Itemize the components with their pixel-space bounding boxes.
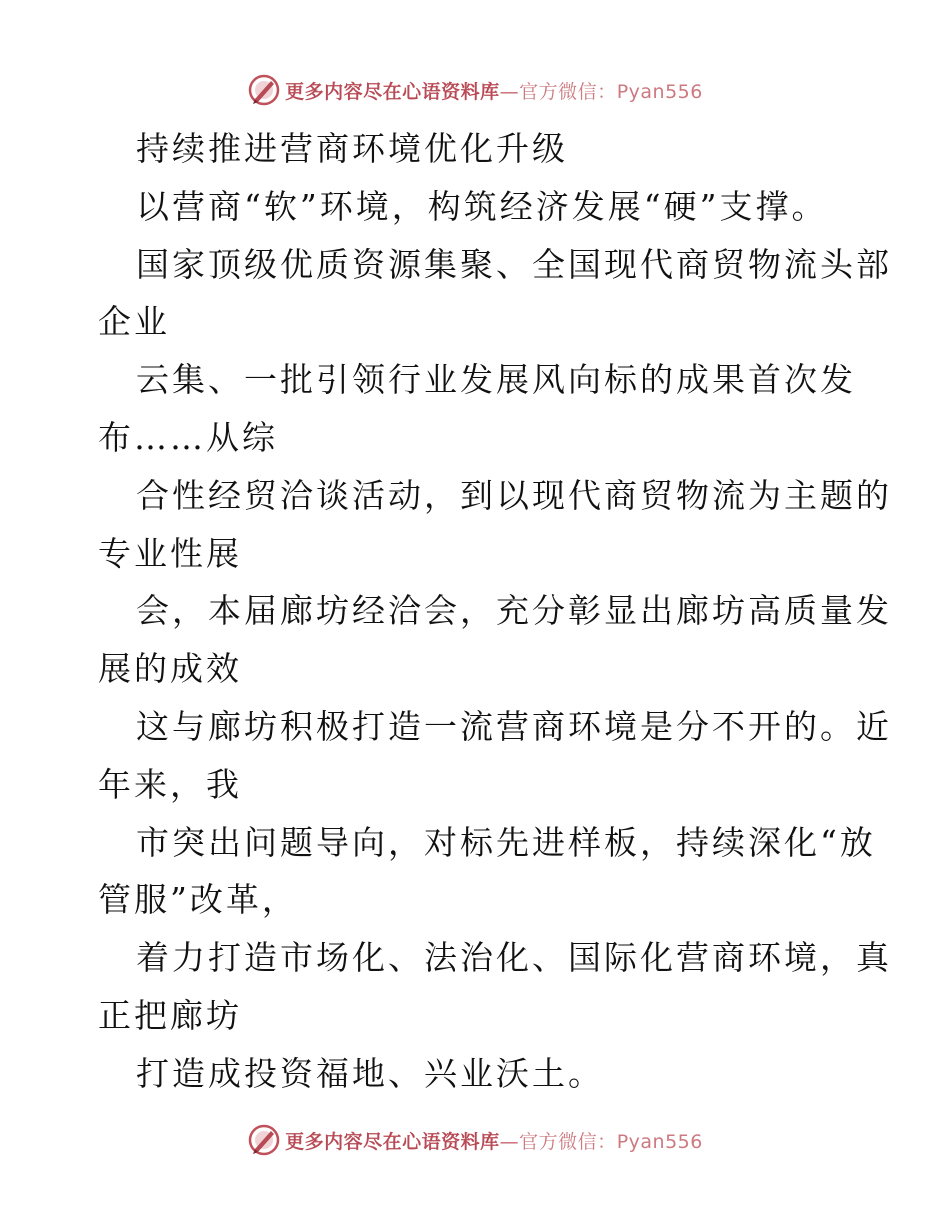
header-banner-text <box>285 77 703 104</box>
document-line: 合性经贸洽谈活动，到以现代商贸物流为主题的 <box>136 475 892 515</box>
banner-dash: — <box>499 80 520 103</box>
header-watermark-banner <box>0 70 950 110</box>
banner-site-name: 更多内容尽在心语资料库 <box>285 80 500 103</box>
document-line: 打造成投资福地、兴业沃土。 <box>136 1053 604 1093</box>
banner-dash: — <box>499 1130 520 1153</box>
document-line: 正把廊坊 <box>98 995 242 1035</box>
document-line: 年来，我 <box>98 764 242 804</box>
pen-logo-icon <box>247 1123 281 1157</box>
pen-logo-icon <box>247 73 281 107</box>
document-line: 市突出问题导向，对标先进样板，持续深化“放 <box>136 822 876 862</box>
document-line: 持续推进营商环境优化升级 <box>136 129 568 168</box>
document-line: 会，本届廊坊经洽会，充分彰显出廊坊高质量发 <box>136 591 892 631</box>
banner-site-name: 更多内容尽在心语资料库 <box>285 1130 500 1153</box>
document-line: 云集、一批引领行业发展风向标的成果首次发 <box>136 360 856 400</box>
document-line: 这与廊坊积极打造一流营商环境是分不开的。近 <box>136 706 892 746</box>
document-line: 以营商“软”环境，构筑经济发展“硬”支撑。 <box>136 186 828 226</box>
document-body <box>98 120 892 1103</box>
banner-wechat-label: 官方微信： <box>519 1130 617 1153</box>
document-line: 展的成效 <box>98 649 242 689</box>
footer-watermark-banner <box>0 1120 950 1160</box>
banner-wechat-label: 官方微信： <box>519 80 617 103</box>
document-line: 专业性展 <box>98 533 242 573</box>
footer-banner-text <box>285 1127 703 1154</box>
document-line: 着力打造市场化、法治化、国际化营商环境，真 <box>136 938 892 978</box>
document-line: 布……从综 <box>98 417 278 457</box>
document-line: 国家顶级优质资源集聚、全国现代商贸物流头部 <box>136 244 892 284</box>
document-line: 企业 <box>98 302 170 342</box>
document-line: 管服”改革， <box>98 880 298 920</box>
banner-wechat-id: Pyan556 <box>616 1130 703 1153</box>
banner-wechat-id: Pyan556 <box>616 80 703 103</box>
